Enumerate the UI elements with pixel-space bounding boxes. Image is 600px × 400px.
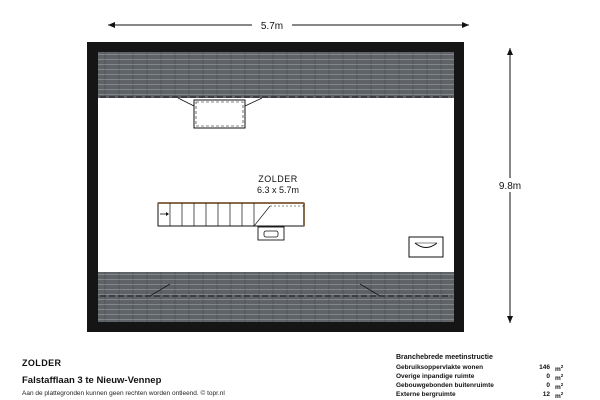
measurement-row — [396, 373, 576, 382]
room-dimensions: 6.3 x 5.7m — [256, 185, 300, 195]
measurement-label: Gebruiksoppervlakte wonen — [396, 364, 484, 371]
measurement-row — [396, 364, 576, 373]
measurement-unit: $m^2$ — [555, 364, 564, 374]
measurement-unit: $m^2$ — [555, 391, 564, 400]
measurement-label: Overige inpandige ruimte — [396, 373, 475, 380]
measurement-unit: $m^2$ — [555, 373, 564, 383]
address: Falstafflaan 3 te Nieuw-Vennep — [22, 375, 162, 386]
room-name: ZOLDER — [258, 174, 298, 184]
floor-name: ZOLDER — [22, 358, 62, 368]
measurement-label: Externe bergruimte — [396, 391, 456, 398]
measurement-label: Gebouwgebonden buitenruimte — [396, 382, 494, 389]
width-dimension — [108, 18, 469, 32]
measurement-value: 12 — [542, 391, 550, 398]
measurement-value: 0 — [546, 382, 550, 389]
measurement-row — [396, 382, 576, 391]
plan-footer — [22, 358, 225, 397]
disclaimer: Aan de plattegronden kunnen geen rechten worden ontleend. © topr.nl — [22, 390, 225, 397]
measurement-unit: $m^2$ — [555, 382, 564, 392]
measurement-value: 146 — [539, 364, 550, 371]
measurement-value: 0 — [546, 373, 550, 380]
measurement-table — [396, 354, 576, 400]
measurement-row — [396, 391, 576, 400]
staircase — [158, 203, 304, 226]
stair-landing — [258, 227, 284, 240]
roof-slope-top — [98, 52, 454, 98]
measurement-heading: Branchebrede meetinstructie — [396, 354, 493, 361]
width-label: 5.7m — [260, 21, 284, 32]
height-dimension — [493, 48, 527, 323]
roof-slope-bottom — [98, 272, 454, 322]
height-label: 9.8m — [498, 181, 522, 192]
wall-sink — [409, 237, 443, 257]
